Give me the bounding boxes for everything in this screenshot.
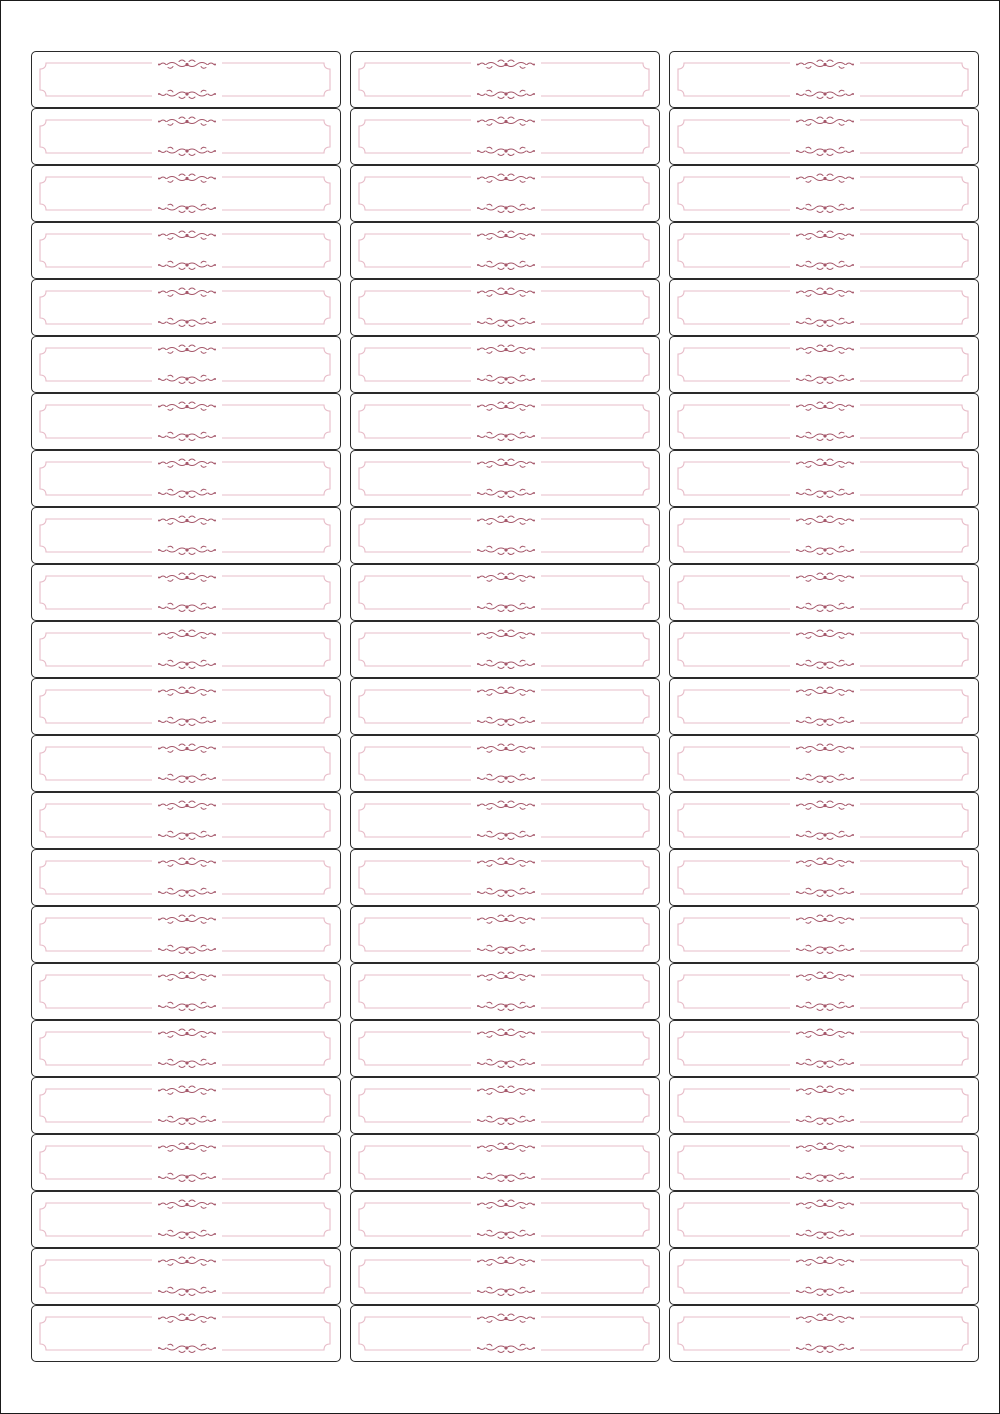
label-artwork bbox=[670, 736, 979, 792]
label-artwork bbox=[32, 52, 341, 108]
scalloped-frame-icon bbox=[359, 519, 649, 552]
address-label[interactable] bbox=[31, 336, 341, 393]
label-artwork bbox=[670, 1135, 979, 1191]
label-artwork bbox=[351, 166, 660, 222]
scalloped-frame-icon bbox=[359, 1089, 649, 1122]
address-label[interactable] bbox=[669, 279, 979, 336]
scalloped-frame-icon bbox=[678, 1203, 968, 1236]
scalloped-frame-icon bbox=[40, 1146, 330, 1179]
address-label[interactable] bbox=[350, 735, 660, 792]
label-artwork bbox=[670, 223, 979, 279]
scalloped-frame-icon bbox=[359, 234, 649, 267]
label-artwork bbox=[32, 964, 341, 1020]
scalloped-frame-icon bbox=[40, 348, 330, 381]
address-label[interactable] bbox=[350, 279, 660, 336]
label-artwork bbox=[670, 1192, 979, 1248]
scalloped-frame-icon bbox=[678, 63, 968, 96]
label-artwork bbox=[351, 223, 660, 279]
scalloped-frame-icon bbox=[40, 462, 330, 495]
label-artwork bbox=[670, 1249, 979, 1305]
scalloped-frame-icon bbox=[359, 63, 649, 96]
label-artwork bbox=[32, 1021, 341, 1077]
label-artwork bbox=[351, 1135, 660, 1191]
address-label[interactable] bbox=[31, 1191, 341, 1248]
scalloped-frame-icon bbox=[359, 975, 649, 1008]
scalloped-frame-icon bbox=[40, 1089, 330, 1122]
address-label[interactable] bbox=[350, 507, 660, 564]
address-label[interactable] bbox=[669, 222, 979, 279]
scalloped-frame-icon bbox=[359, 576, 649, 609]
label-artwork bbox=[32, 565, 341, 621]
scalloped-frame-icon bbox=[678, 234, 968, 267]
address-label[interactable] bbox=[31, 165, 341, 222]
label-artwork bbox=[670, 793, 979, 849]
address-label[interactable] bbox=[31, 1077, 341, 1134]
scalloped-frame-icon bbox=[40, 177, 330, 210]
label-artwork bbox=[351, 280, 660, 336]
address-label[interactable] bbox=[350, 1305, 660, 1362]
label-artwork bbox=[670, 451, 979, 507]
address-label[interactable] bbox=[350, 393, 660, 450]
address-label[interactable] bbox=[31, 678, 341, 735]
label-artwork bbox=[670, 166, 979, 222]
address-label[interactable] bbox=[350, 564, 660, 621]
label-artwork bbox=[32, 679, 341, 735]
address-label[interactable] bbox=[31, 1248, 341, 1305]
label-artwork bbox=[351, 337, 660, 393]
label-artwork bbox=[32, 850, 341, 906]
address-label[interactable] bbox=[669, 1305, 979, 1362]
scalloped-frame-icon bbox=[359, 1203, 649, 1236]
label-artwork bbox=[670, 622, 979, 678]
scalloped-frame-icon bbox=[678, 405, 968, 438]
scalloped-frame-icon bbox=[678, 1260, 968, 1293]
label-artwork bbox=[32, 394, 341, 450]
label-artwork bbox=[670, 964, 979, 1020]
label-artwork bbox=[32, 1192, 341, 1248]
address-label[interactable] bbox=[669, 393, 979, 450]
scalloped-frame-icon bbox=[678, 1089, 968, 1122]
scalloped-frame-icon bbox=[40, 234, 330, 267]
address-label[interactable] bbox=[31, 906, 341, 963]
label-artwork bbox=[351, 736, 660, 792]
label-artwork bbox=[351, 907, 660, 963]
label-artwork bbox=[32, 280, 341, 336]
address-label[interactable] bbox=[31, 963, 341, 1020]
label-artwork bbox=[351, 964, 660, 1020]
address-label[interactable] bbox=[350, 849, 660, 906]
scalloped-frame-icon bbox=[678, 348, 968, 381]
scalloped-frame-icon bbox=[40, 1203, 330, 1236]
address-label[interactable] bbox=[350, 1077, 660, 1134]
address-label[interactable] bbox=[31, 393, 341, 450]
scalloped-frame-icon bbox=[678, 291, 968, 324]
scalloped-frame-icon bbox=[359, 405, 649, 438]
scalloped-frame-icon bbox=[40, 1317, 330, 1350]
label-artwork bbox=[351, 52, 660, 108]
scalloped-frame-icon bbox=[359, 861, 649, 894]
address-label[interactable] bbox=[350, 792, 660, 849]
scalloped-frame-icon bbox=[359, 633, 649, 666]
address-label[interactable] bbox=[350, 51, 660, 108]
address-label[interactable] bbox=[350, 1134, 660, 1191]
scalloped-frame-icon bbox=[40, 576, 330, 609]
address-label[interactable] bbox=[669, 51, 979, 108]
address-label[interactable] bbox=[669, 1191, 979, 1248]
scalloped-frame-icon bbox=[40, 1260, 330, 1293]
label-artwork bbox=[32, 451, 341, 507]
address-label[interactable] bbox=[669, 336, 979, 393]
address-label[interactable] bbox=[669, 621, 979, 678]
address-label[interactable] bbox=[31, 222, 341, 279]
address-label[interactable] bbox=[669, 1134, 979, 1191]
address-label[interactable] bbox=[669, 906, 979, 963]
address-label[interactable] bbox=[669, 1077, 979, 1134]
address-label[interactable] bbox=[31, 1020, 341, 1077]
address-label[interactable] bbox=[669, 450, 979, 507]
address-label[interactable] bbox=[350, 108, 660, 165]
address-label[interactable] bbox=[669, 963, 979, 1020]
scalloped-frame-icon bbox=[40, 804, 330, 837]
label-artwork bbox=[351, 1021, 660, 1077]
address-label[interactable] bbox=[350, 621, 660, 678]
address-label[interactable] bbox=[350, 1191, 660, 1248]
scalloped-frame-icon bbox=[359, 1317, 649, 1350]
label-artwork bbox=[351, 1192, 660, 1248]
scalloped-frame-icon bbox=[359, 291, 649, 324]
label-artwork bbox=[351, 394, 660, 450]
scalloped-frame-icon bbox=[359, 177, 649, 210]
scalloped-frame-icon bbox=[359, 1260, 649, 1293]
address-label[interactable] bbox=[31, 51, 341, 108]
scalloped-frame-icon bbox=[678, 690, 968, 723]
scalloped-frame-icon bbox=[359, 462, 649, 495]
address-label[interactable] bbox=[350, 1248, 660, 1305]
scalloped-frame-icon bbox=[359, 1032, 649, 1065]
address-label[interactable] bbox=[350, 450, 660, 507]
label-artwork bbox=[670, 907, 979, 963]
address-label[interactable] bbox=[669, 735, 979, 792]
scalloped-frame-icon bbox=[678, 1032, 968, 1065]
label-artwork bbox=[670, 1021, 979, 1077]
address-label[interactable] bbox=[31, 564, 341, 621]
scalloped-frame-icon bbox=[40, 747, 330, 780]
label-artwork bbox=[32, 109, 341, 165]
scalloped-frame-icon bbox=[678, 861, 968, 894]
scalloped-frame-icon bbox=[678, 576, 968, 609]
address-label[interactable] bbox=[669, 678, 979, 735]
scalloped-frame-icon bbox=[678, 1317, 968, 1350]
label-artwork bbox=[670, 394, 979, 450]
label-artwork bbox=[351, 793, 660, 849]
label-artwork bbox=[32, 223, 341, 279]
scalloped-frame-icon bbox=[40, 918, 330, 951]
label-artwork bbox=[670, 280, 979, 336]
label-artwork bbox=[351, 565, 660, 621]
address-label[interactable] bbox=[350, 1020, 660, 1077]
address-label[interactable] bbox=[350, 336, 660, 393]
address-label[interactable] bbox=[669, 165, 979, 222]
scalloped-frame-icon bbox=[40, 405, 330, 438]
scalloped-frame-icon bbox=[40, 519, 330, 552]
scalloped-frame-icon bbox=[678, 918, 968, 951]
scalloped-frame-icon bbox=[678, 975, 968, 1008]
label-artwork bbox=[32, 793, 341, 849]
address-label[interactable] bbox=[31, 108, 341, 165]
label-artwork bbox=[351, 679, 660, 735]
label-artwork bbox=[32, 508, 341, 564]
address-label[interactable] bbox=[669, 108, 979, 165]
scalloped-frame-icon bbox=[40, 1032, 330, 1065]
label-artwork bbox=[32, 1078, 341, 1134]
address-label[interactable] bbox=[31, 1134, 341, 1191]
address-label[interactable] bbox=[669, 1020, 979, 1077]
label-artwork bbox=[351, 1306, 660, 1362]
scalloped-frame-icon bbox=[40, 63, 330, 96]
scalloped-frame-icon bbox=[678, 747, 968, 780]
address-label[interactable] bbox=[31, 621, 341, 678]
label-artwork bbox=[351, 622, 660, 678]
address-label[interactable] bbox=[31, 849, 341, 906]
address-label[interactable] bbox=[350, 165, 660, 222]
scalloped-frame-icon bbox=[359, 747, 649, 780]
label-artwork bbox=[351, 508, 660, 564]
label-artwork bbox=[32, 166, 341, 222]
scalloped-frame-icon bbox=[40, 291, 330, 324]
label-artwork bbox=[670, 679, 979, 735]
address-label[interactable] bbox=[669, 1248, 979, 1305]
label-artwork bbox=[351, 109, 660, 165]
scalloped-frame-icon bbox=[359, 804, 649, 837]
scalloped-frame-icon bbox=[40, 975, 330, 1008]
label-artwork bbox=[670, 565, 979, 621]
address-label[interactable] bbox=[350, 222, 660, 279]
scalloped-frame-icon bbox=[359, 348, 649, 381]
scalloped-frame-icon bbox=[359, 1146, 649, 1179]
address-label[interactable] bbox=[669, 564, 979, 621]
label-artwork bbox=[351, 451, 660, 507]
address-label[interactable] bbox=[669, 792, 979, 849]
scalloped-frame-icon bbox=[40, 690, 330, 723]
label-artwork bbox=[32, 337, 341, 393]
scalloped-frame-icon bbox=[678, 633, 968, 666]
scalloped-frame-icon bbox=[678, 804, 968, 837]
address-label[interactable] bbox=[31, 1305, 341, 1362]
address-label[interactable] bbox=[31, 279, 341, 336]
label-artwork bbox=[670, 1306, 979, 1362]
scalloped-frame-icon bbox=[678, 1146, 968, 1179]
address-label[interactable] bbox=[31, 735, 341, 792]
label-artwork bbox=[670, 109, 979, 165]
scalloped-frame-icon bbox=[40, 861, 330, 894]
label-artwork bbox=[670, 850, 979, 906]
label-artwork bbox=[670, 508, 979, 564]
address-label[interactable] bbox=[350, 906, 660, 963]
address-label[interactable] bbox=[31, 450, 341, 507]
scalloped-frame-icon bbox=[359, 120, 649, 153]
scalloped-frame-icon bbox=[678, 462, 968, 495]
scalloped-frame-icon bbox=[40, 120, 330, 153]
label-artwork bbox=[351, 1249, 660, 1305]
scalloped-frame-icon bbox=[678, 177, 968, 210]
label-artwork bbox=[32, 1249, 341, 1305]
label-artwork bbox=[351, 1078, 660, 1134]
address-label[interactable] bbox=[350, 678, 660, 735]
label-artwork bbox=[32, 622, 341, 678]
scalloped-frame-icon bbox=[359, 918, 649, 951]
label-artwork bbox=[32, 1306, 341, 1362]
label-artwork bbox=[32, 1135, 341, 1191]
label-artwork bbox=[351, 850, 660, 906]
scalloped-frame-icon bbox=[40, 633, 330, 666]
address-label[interactable] bbox=[669, 849, 979, 906]
label-artwork bbox=[32, 907, 341, 963]
address-label[interactable] bbox=[31, 507, 341, 564]
label-grid bbox=[31, 51, 979, 1362]
label-artwork bbox=[670, 1078, 979, 1134]
label-artwork bbox=[670, 337, 979, 393]
address-label[interactable] bbox=[31, 792, 341, 849]
label-artwork bbox=[670, 52, 979, 108]
label-artwork bbox=[32, 736, 341, 792]
address-label[interactable] bbox=[350, 963, 660, 1020]
scalloped-frame-icon bbox=[678, 519, 968, 552]
scalloped-frame-icon bbox=[678, 120, 968, 153]
address-label[interactable] bbox=[669, 507, 979, 564]
scalloped-frame-icon bbox=[359, 690, 649, 723]
